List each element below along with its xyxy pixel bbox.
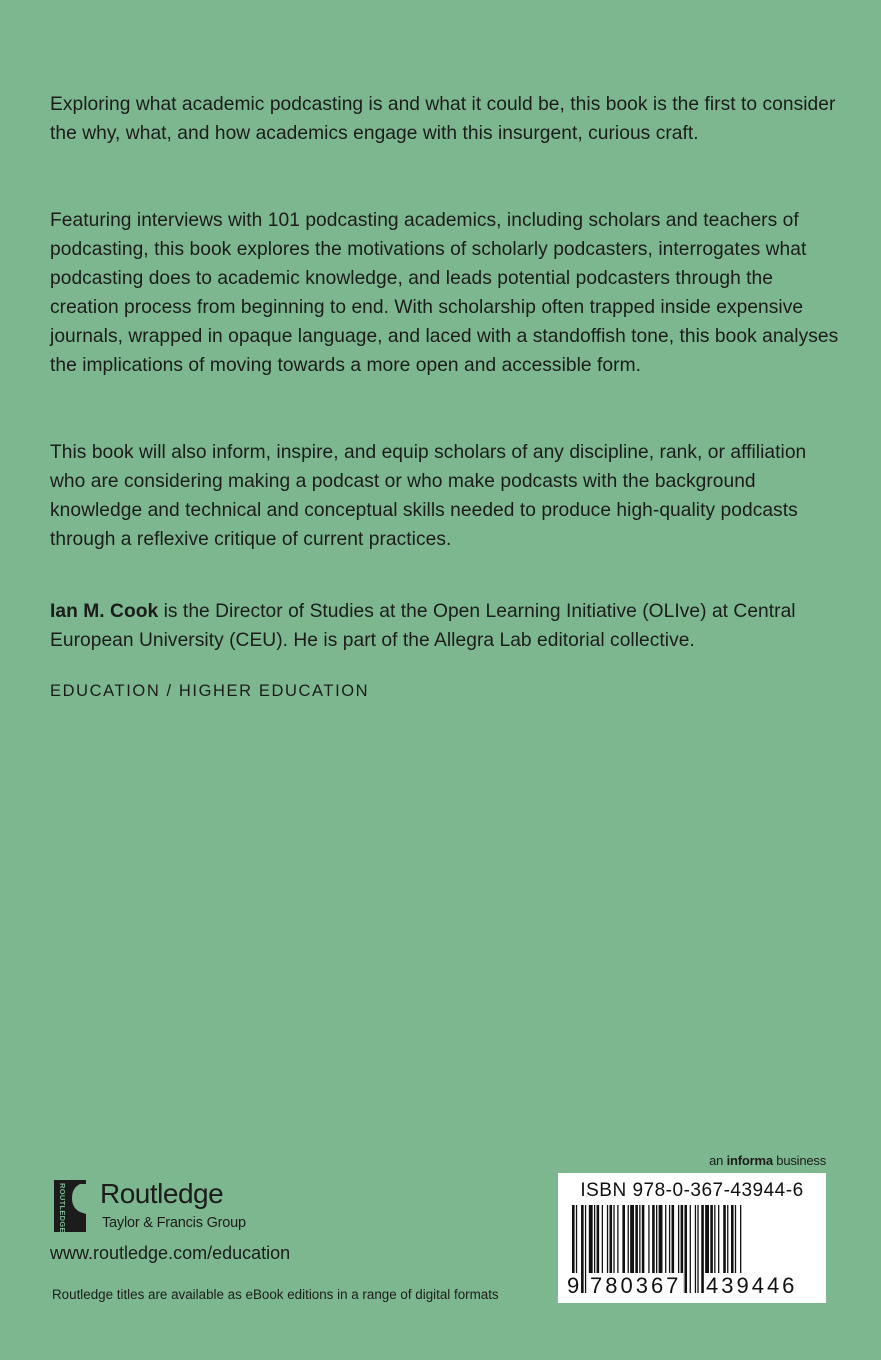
ean-right-digits: 439446 [706, 1273, 798, 1298]
routledge-logo-icon [50, 1178, 92, 1234]
barcode-bar [697, 1205, 698, 1293]
author-bio-text: is the Director of Studies at the Open Learning Initiative (OLIve) at Central European University (CEU). He is part of the Allegra Lab editorial collective. [50, 601, 796, 651]
ean-lead-digit: 9 [567, 1273, 580, 1298]
author-bio [50, 597, 840, 655]
informa-brand: informa [726, 1153, 773, 1168]
description-paragraph-1: Exploring what academic podcasting is and what it could be, this book is the first to consider the why, what, and how academics engage with this insurgent, curious craft. [50, 94, 836, 144]
barcode-bar [585, 1205, 586, 1293]
publisher-name: Routledge [100, 1178, 224, 1209]
barcode-bar [695, 1205, 696, 1293]
barcode-bar [684, 1205, 687, 1293]
description-paragraph-2: Featuring interviews with 101 podcasting academics, including scholars and teachers of podcasting, this book explores the motivations of scholarly podcasters, interrogates what podcasting does to academic knowledge, and leads potential podcasters through the creation process from beginning to end. With scholarship often trapped inside expensive journals, wrapped in opaque language, and laced with a standoffish tone, this book analyses the implications of moving towards a more open and accessible form. [50, 210, 839, 376]
author-name: Ian M. Cook [50, 601, 159, 622]
ean-left-digits: 780367 [590, 1273, 682, 1298]
subject-category: EDUCATION / HIGHER EDUCATION [50, 682, 370, 700]
informa-prefix: an [709, 1153, 727, 1168]
barcode-bar [690, 1205, 691, 1293]
publisher-url[interactable]: www.routledge.com/education [50, 1243, 291, 1263]
publisher-group: Taylor & Francis Group [102, 1215, 246, 1231]
informa-business-tag [709, 1153, 826, 1168]
routledge-logo [50, 1178, 320, 1238]
barcode-bar [581, 1205, 584, 1293]
ebook-note: Routledge titles are available as eBook editions in a range of digital formats [52, 1287, 499, 1302]
barcode-panel [558, 1173, 826, 1303]
logo-mark-text: ROUTLEDGE [58, 1183, 67, 1233]
description-paragraph-3: This book will also inform, inspire, and equip scholars of any discipline, rank, or affiliation who are considering making a podcast or who make podcasts with the background knowledge and technical and conceptual skills needed to produce high-quality podcasts through a reflexive critique of current practices. [50, 442, 807, 550]
informa-suffix: business [772, 1153, 826, 1168]
isbn-label: ISBN 978-0-367-43944-6 [580, 1180, 804, 1201]
